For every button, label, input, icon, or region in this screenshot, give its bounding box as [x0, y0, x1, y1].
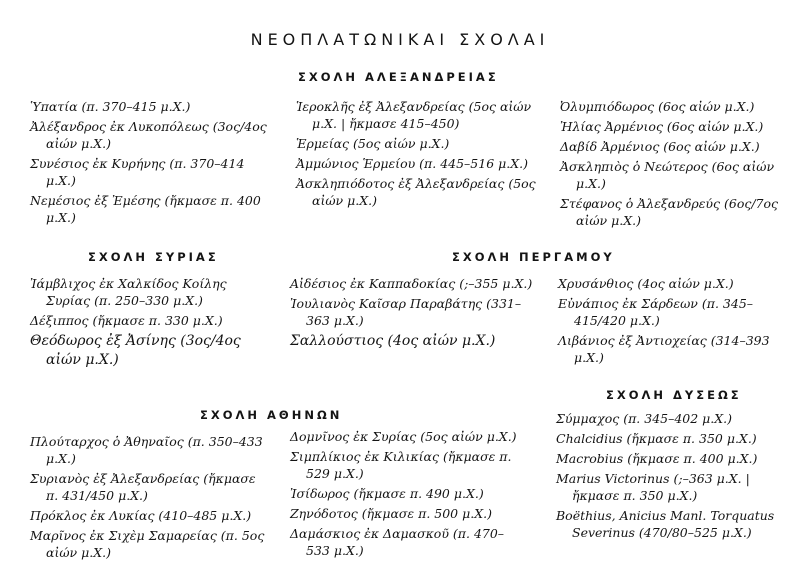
- list-item: Δαβίδ Ἀρμένιος (6ος αἰών μ.Χ.): [560, 139, 760, 154]
- list-item: Μαρῖνος ἐκ Σιχὲμ Σαμαρείας (π. 5ος αἰών μ.Χ.): [30, 528, 265, 560]
- list-item: Δαμάσκιος ἐκ Δαμασκοῦ (π. 470–533 μ.Χ.): [290, 526, 505, 558]
- list-item: Χρυσάνθιος (4ος αἰών μ.Χ.): [558, 276, 734, 291]
- list-item: Ἀλέξανδρος ἐκ Λυκοπόλεως (3ος/4ος αἰών μ.Χ.): [30, 119, 267, 151]
- list-item: Ἰσίδωρος (ἤκμασε π. 490 μ.Χ.): [290, 486, 484, 501]
- pergamon-col1: [290, 275, 535, 354]
- heading-west: ΣΧΟΛΗ ΔΥΣΕΩΣ: [606, 388, 742, 402]
- list-item: Πλούταρχος ὁ Ἀθηναῖος (π. 350–433 μ.Χ.): [30, 434, 263, 466]
- list-item: Σύμμαχος (π. 345–402 μ.Χ.): [556, 411, 733, 426]
- list-item: Marius Victorinus (;–363 μ.Χ. | ἤκμασε π. 350 μ.Χ.): [556, 471, 750, 503]
- list-item: Ἑρμείας (5ος αἰών μ.Χ.): [296, 136, 450, 151]
- pergamon-col2: [558, 275, 790, 369]
- list-item: Συριανὸς ἐξ Ἀλεξανδρείας (ἤκμασε π. 431/450 μ.Χ.): [30, 471, 256, 503]
- list-item: Ἰουλιανὸς Καῖσαρ Παραβάτης (331–363 μ.Χ.): [290, 296, 522, 328]
- syria-col: [30, 275, 270, 373]
- list-item: Ἀσκληπιὸς ὁ Νεώτερος (6ος αἰών μ.Χ.): [560, 159, 775, 191]
- list-item: Macrobius (ἤκμασε π. 400 μ.Χ.): [556, 451, 758, 466]
- list-item: Ζηνόδοτος (ἤκμασε π. 500 μ.Χ.): [290, 506, 492, 521]
- list-item: Boëthius, Anicius Manl. Torquatus Severinus (470/80–525 μ.Χ.): [556, 508, 775, 540]
- list-item: Πρόκλος ἐκ Λυκίας (410–485 μ.Χ.): [30, 508, 252, 523]
- list-item: Λιβάνιος ἐξ Ἀντιοχείας (314–393 μ.Χ.): [558, 333, 770, 365]
- list-item: Σιμπλίκιος ἐκ Κιλικίας (ἤκμασε π. 529 μ.Χ.): [290, 449, 512, 481]
- page-title: ΝΕΟΠΛΑΤΩΝΙΚΑΙ ΣΧΟΛΑΙ: [250, 30, 550, 49]
- list-item: Συνέσιος ἐκ Κυρήνης (π. 370–414 μ.Χ.): [30, 156, 245, 188]
- list-item: Στέφανος ὁ Ἀλεξανδρεύς (6ος/7ος αἰών μ.Χ.): [560, 196, 779, 228]
- heading-syria: ΣΧΟΛΗ ΣΥΡΙΑΣ: [88, 250, 219, 264]
- list-item: Ὀλυμπιόδωρος (6ος αἰών μ.Χ.): [560, 99, 755, 114]
- list-item: Δέξιππος (ἤκμασε π. 330 μ.Χ.): [30, 313, 223, 328]
- alexandria-col3: [560, 98, 792, 232]
- list-item: Ἱεροκλῆς ἐξ Ἀλεξανδρείας (5ος αἰών μ.Χ. | ἤκμασε 415–450): [296, 99, 532, 131]
- alexandria-col2: [296, 98, 536, 212]
- list-item: Ἠλίας Ἀρμένιος (6ος αἰών μ.Χ.): [560, 119, 764, 134]
- list-item: Ἀμμώνιος Ἑρμείου (π. 445–516 μ.Χ.): [296, 156, 528, 171]
- list-item: Ὑπατία (π. 370–415 μ.Χ.): [30, 99, 191, 114]
- list-item: Chalcidius (ἤκμασε π. 350 μ.Χ.): [556, 431, 757, 446]
- heading-pergamon: ΣΧΟΛΗ ΠΕΡΓΑΜΟΥ: [452, 250, 615, 264]
- list-item: Εὐνάπιος ἐκ Σάρδεων (π. 345–415/420 μ.Χ.): [558, 296, 754, 328]
- list-item: Δομνῖνος ἐκ Συρίας (5ος αἰών μ.Χ.): [290, 429, 517, 444]
- west-col: [556, 410, 792, 544]
- heading-athens: ΣΧΟΛΗ ΑΘΗΝΩΝ: [200, 408, 343, 422]
- list-item: Ἀσκληπιόδοτος ἐξ Ἀλεξανδρείας (5ος αἰών μ.Χ.): [296, 176, 536, 208]
- alexandria-col1: [30, 98, 270, 229]
- list-item: Θεόδωρος ἐξ Ἀσίνης (3ος/4ος αἰών μ.Χ.): [30, 333, 241, 368]
- athens-col1: [30, 433, 270, 564]
- heading-alexandria: ΣΧΟΛΗ ΑΛΕΞΑΝΔΡΕΙΑΣ: [298, 70, 499, 84]
- list-item: Νεμέσιος ἐξ Ἐμέσης (ἤκμασε π. 400 μ.Χ.): [30, 193, 261, 225]
- list-item: Σαλλούστιος (4ος αἰών μ.Χ.): [290, 333, 496, 349]
- athens-col2: [290, 428, 520, 562]
- list-item: Αἰδέσιος ἐκ Καππαδοκίας (;–355 μ.Χ.): [290, 276, 533, 291]
- list-item: Ἰάμβλιχος ἐκ Χαλκίδος Κοίλης Συρίας (π. 250–330 μ.Χ.): [30, 276, 227, 308]
